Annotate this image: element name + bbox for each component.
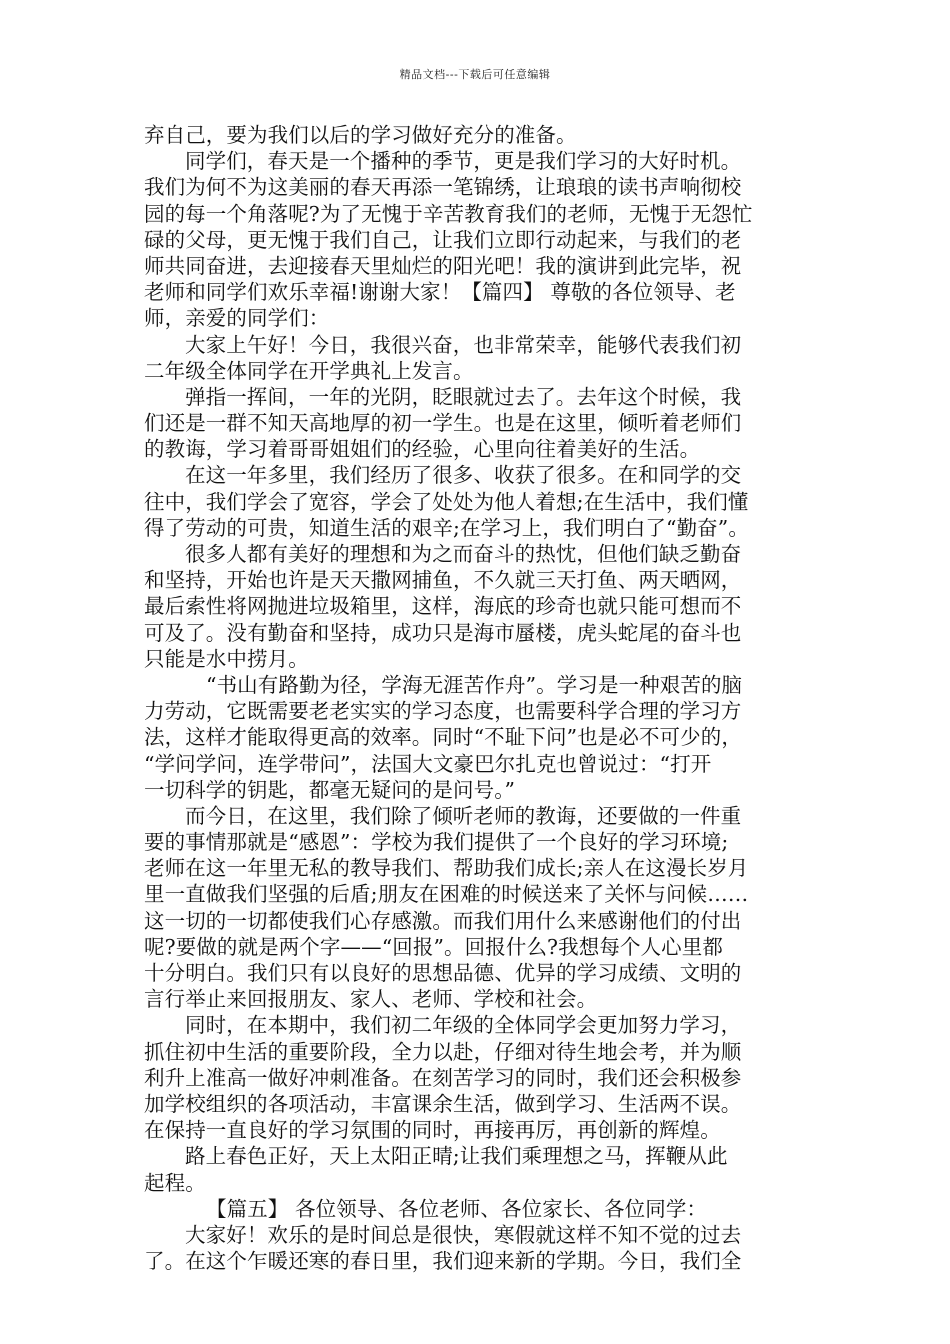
text-line: 而今日，在这里，我们除了倾听老师的教诲，还要做的一件重 [185,803,742,828]
text-line: 这一切的一切都使我们心存感激。而我们用什么来感谢他们的付出 [144,908,742,933]
text-line: 十分明白。我们只有以良好的思想品德、优异的学习成绩、文明的 [144,961,742,985]
text-line: 得了劳动的可贵，知道生活的艰辛;在学习上，我们明白了“勤奋”。 [144,515,749,540]
text-line: 最后索性将网抛进垃圾箱里，这样，海底的珍奇也就只能可想而不 [144,594,742,619]
text-line: 可及了。没有勤奋和坚持，成功只是海市蜃楼，虎头蛇尾的奋斗也 [144,620,742,645]
text-line: 弹指一挥间，一年的光阴，眨眼就过去了。去年这个时候，我 [185,384,742,409]
text-line: 弃自己，要为我们以后的学习做好充分的准备。 [144,123,577,147]
text-line: 师，亲爱的同学们： [144,306,330,331]
text-line: 力劳动，它既需要老老实实的学习态度，也需要科学合理的学习方 [144,699,742,724]
text-line: 二年级全体同学在开学典礼上发言。 [144,358,474,383]
text-line: “书山有路勤为径，学海无涯苦作舟”。学习是一种艰苦的脑 [206,672,743,697]
text-line: 言行举止来回报朋友、家人、老师、学校和社会。 [144,987,598,1012]
text-line: “学问学问，连学带问”，法国大文豪巴尔扎克也曾说过：“打开 [144,751,712,776]
text-line: 呢?要做的就是两个字——“回报”。回报什么?我想每个人心里都 [144,934,723,959]
text-line: 们还是一群不知天高地厚的初一学生。也是在这里，倾听着老师们 [144,411,742,436]
text-line: 在这一年多里，我们经历了很多、收获了很多。在和同学的交 [185,463,742,488]
text-line: 很多人都有美好的理想和为之而奋斗的热忱，但他们缺乏勤奋 [185,542,742,566]
text-line: 路上春色正好，天上太阳正晴;让我们乘理想之马，挥鞭从此 [185,1144,728,1169]
text-line: 了。在这个乍暖还寒的春日里，我们迎来新的学期。今日，我们全 [144,1249,742,1274]
text-line: 碌的父母，更无愧于我们自己，让我们立即行动起来，与我们的老 [144,227,742,252]
text-line: 要的事情那就是“感恩”：学校为我们提供了一个良好的学习环境; [144,830,729,855]
text-line: 园的每一个角落呢?为了无愧于辛苦教育我们的老师，无愧于无怨忙 [144,201,753,226]
text-line: 同学们，春天是一个播种的季节，更是我们学习的大好时机。 [185,149,742,174]
text-line: 老师和同学们欢乐幸福!谢谢大家！【篇四】 尊敬的各位领导、老 [144,280,736,305]
text-line: 起程。 [144,1170,206,1195]
text-line: 大家好！欢乐的是时间总是很快，寒假就这样不知不觉的过去 [185,1222,742,1247]
text-line: 只能是水中捞月。 [144,646,309,671]
text-line: 里一直做我们坚强的后盾;朋友在困难的时候送来了关怀与问候…… [144,882,749,907]
document-body [144,122,816,1274]
text-line: 同时，在本期中，我们初二年级的全体同学会更加努力学习， [185,1013,742,1038]
text-line: 师共同奋进，去迎接春天里灿烂的阳光吧！我的演讲到此完毕，祝 [144,253,742,278]
text-line: 的教诲，学习着哥哥姐姐们的经验，心里向往着美好的生活。 [144,437,701,462]
text-line: 【篇五】 各位领导、各位老师、各位家长、各位同学： [206,1196,708,1221]
text-line: 加学校组织的各项活动，丰富课余生活，做到学习、生活两不误。 [144,1091,742,1116]
text-line: 往中，我们学会了宽容，学会了处处为他人着想;在生活中，我们懂 [144,489,749,514]
text-line: 一切科学的钥匙，都毫无疑问的是问号。” [144,777,516,802]
text-line: 抓住初中生活的重要阶段，全力以赴，仔细对待生地会考，并为顺 [144,1039,742,1064]
text-line: 老师在这一年里无私的教导我们、帮助我们成长;亲人在这漫长岁月 [144,856,749,881]
text-line: 大家上午好！今日，我很兴奋，也非常荣幸，能够代表我们初 [185,332,742,357]
text-line: 利升上准高一做好冲刺准备。在刻苦学习的同时，我们还会积极参 [144,1065,742,1090]
text-line: 我们为何不为这美丽的春天再添一笔锦绣，让琅琅的读书声响彻校 [144,175,742,200]
text-line: 法，这样才能取得更高的效率。同时“不耻下问”也是必不可少的， [144,725,742,750]
text-line: 和坚持，开始也许是天天撒网捕鱼，不久就三天打鱼、两天晒网， [144,568,742,593]
text-line: 在保持一直良好的学习氛围的同时，再接再厉，再创新的辉煌。 [144,1118,721,1143]
page-header: 精品文档---下载后可任意编辑 [399,68,551,81]
